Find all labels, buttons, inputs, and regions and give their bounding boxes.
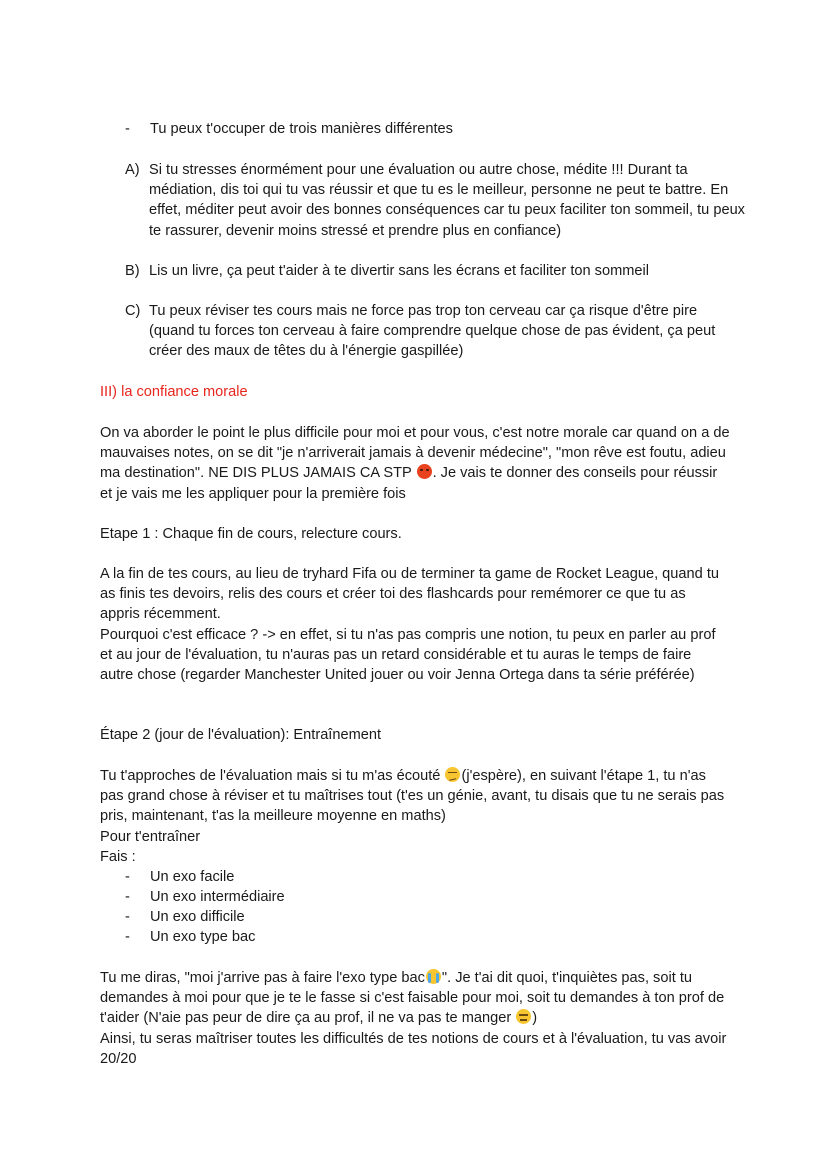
- bullet-marker: -: [125, 869, 130, 885]
- step1-title: Etape 1 : Chaque fin de cours, relecture cours.: [100, 526, 402, 542]
- morale-intro-text-end: . Je vais te donner des conseils pour réussir et je vais me les appliquer pour la première fois: [100, 465, 718, 502]
- fais-line: Fais :: [100, 849, 136, 865]
- crying-face-icon: [426, 969, 441, 984]
- step2-paragraph: [100, 766, 725, 827]
- option-marker: C): [125, 303, 141, 319]
- smirk-face-icon: [445, 767, 460, 782]
- exercise-text: Un exo type bac: [150, 929, 256, 945]
- step1-paragraph: A la fin de tes cours, au lieu de tryhard Fifa ou de terminer ta game de Rocket League, quand tu as finis tes devoirs, relis des cours et créer toi des flashcards pour remémorer ce que tu as appris récemment.: [100, 566, 719, 623]
- exercise-text: Un exo difficile: [150, 909, 245, 925]
- option-marker: B): [125, 263, 140, 279]
- morale-intro-text: On va aborder le point le plus difficile pour moi et pour vous, c'est notre morale car quand on a de mauvaises notes, on se dit "je n'arriverait jamais à devenir médecine", "mon rêve est foutu, adieu ma destination". NE DIS PLUS JAMAIS CA STP: [100, 425, 730, 482]
- option-b: [125, 261, 745, 281]
- option-text: Lis un livre, ça peut t'aider à te divertir sans les écrans et faciliter ton sommeil: [149, 263, 649, 279]
- step2-title: Étape 2 (jour de l'évaluation): Entraînement: [100, 727, 382, 743]
- bullet-marker: -: [125, 909, 130, 925]
- closing-text-end: ): [532, 1010, 538, 1027]
- exercise-text: Un exo facile: [150, 869, 235, 885]
- closing-text-mid: ". Je t'ai dit quoi, t'inquiètes pas, soit tu demandes à moi pour que je te le fasse si c'est faisable pour moi, soit tu demandes à ton prof de t'aider (N'aie pas peur de dire ça au prof, il ne va pas te manger: [100, 970, 725, 1027]
- option-text: Si tu stresses énormément pour une évaluation ou autre chose, médite !!! Durant ta médiation, dis toi qui tu vas réussir et que tu es le meilleur, personne ne peut te battre. En effet, méditer peut avoir des bonnes conséquences car tu peux faciliter ton sommeil, tu peux te rassurer, devenir moins stressé et prendre plus en confiance): [149, 162, 745, 239]
- closing-paragraph: [100, 968, 730, 1029]
- step1-why-paragraph: Pourquoi c'est efficace ? -> en effet, si tu n'as pas compris une notion, tu peux en parler au prof et au jour de l'évaluation, tu n'auras pas un retard considérable et tu auras le temps de faire autre chose (regarder Manchester United jouer ou voir Jenna Ortega dans ta série préférée): [100, 627, 716, 684]
- option-a: [125, 160, 745, 241]
- option-marker: A): [125, 162, 140, 178]
- exercise-text: Un exo intermédiaire: [150, 889, 285, 905]
- final-paragraph: Ainsi, tu seras maîtriser toutes les difficultés de tes notions de cours et à l'évaluation, tu vas avoir 20/20: [100, 1031, 727, 1068]
- step2-text: Tu t'approches de l'évaluation mais si tu m'as écouté: [100, 768, 441, 784]
- option-c: [125, 301, 745, 362]
- bullet-text: Tu peux t'occuper de trois manières différentes: [150, 121, 453, 137]
- train-line: Pour t'entraîner: [100, 829, 201, 845]
- option-text: Tu peux réviser tes cours mais ne force pas trop ton cerveau car ça risque d'être pire (quand tu forces ton cerveau à faire comprendre quelque chose de pas évident, ça peut créer des maux de têtes du à l'énergie gaspillée): [149, 303, 716, 360]
- angry-face-icon: [417, 464, 432, 479]
- section-heading: III) la confiance morale: [100, 384, 248, 400]
- bullet-marker: -: [125, 929, 130, 945]
- bullet-marker: -: [125, 121, 130, 137]
- closing-text: Tu me diras, "moi j'arrive pas à faire l'exo type bac: [100, 970, 425, 986]
- neutral-face-icon: [516, 1009, 531, 1024]
- morale-intro-paragraph: [100, 423, 730, 504]
- step2-text-end: (j'espère), en suivant l'étape 1, tu n'as pas grand chose à réviser et tu maîtrises tout (t'es un génie, avant, tu disais que tu ne serais pas pris, maintenant, t'as la meilleure moyenne en maths): [100, 768, 725, 825]
- bullet-marker: -: [125, 889, 130, 905]
